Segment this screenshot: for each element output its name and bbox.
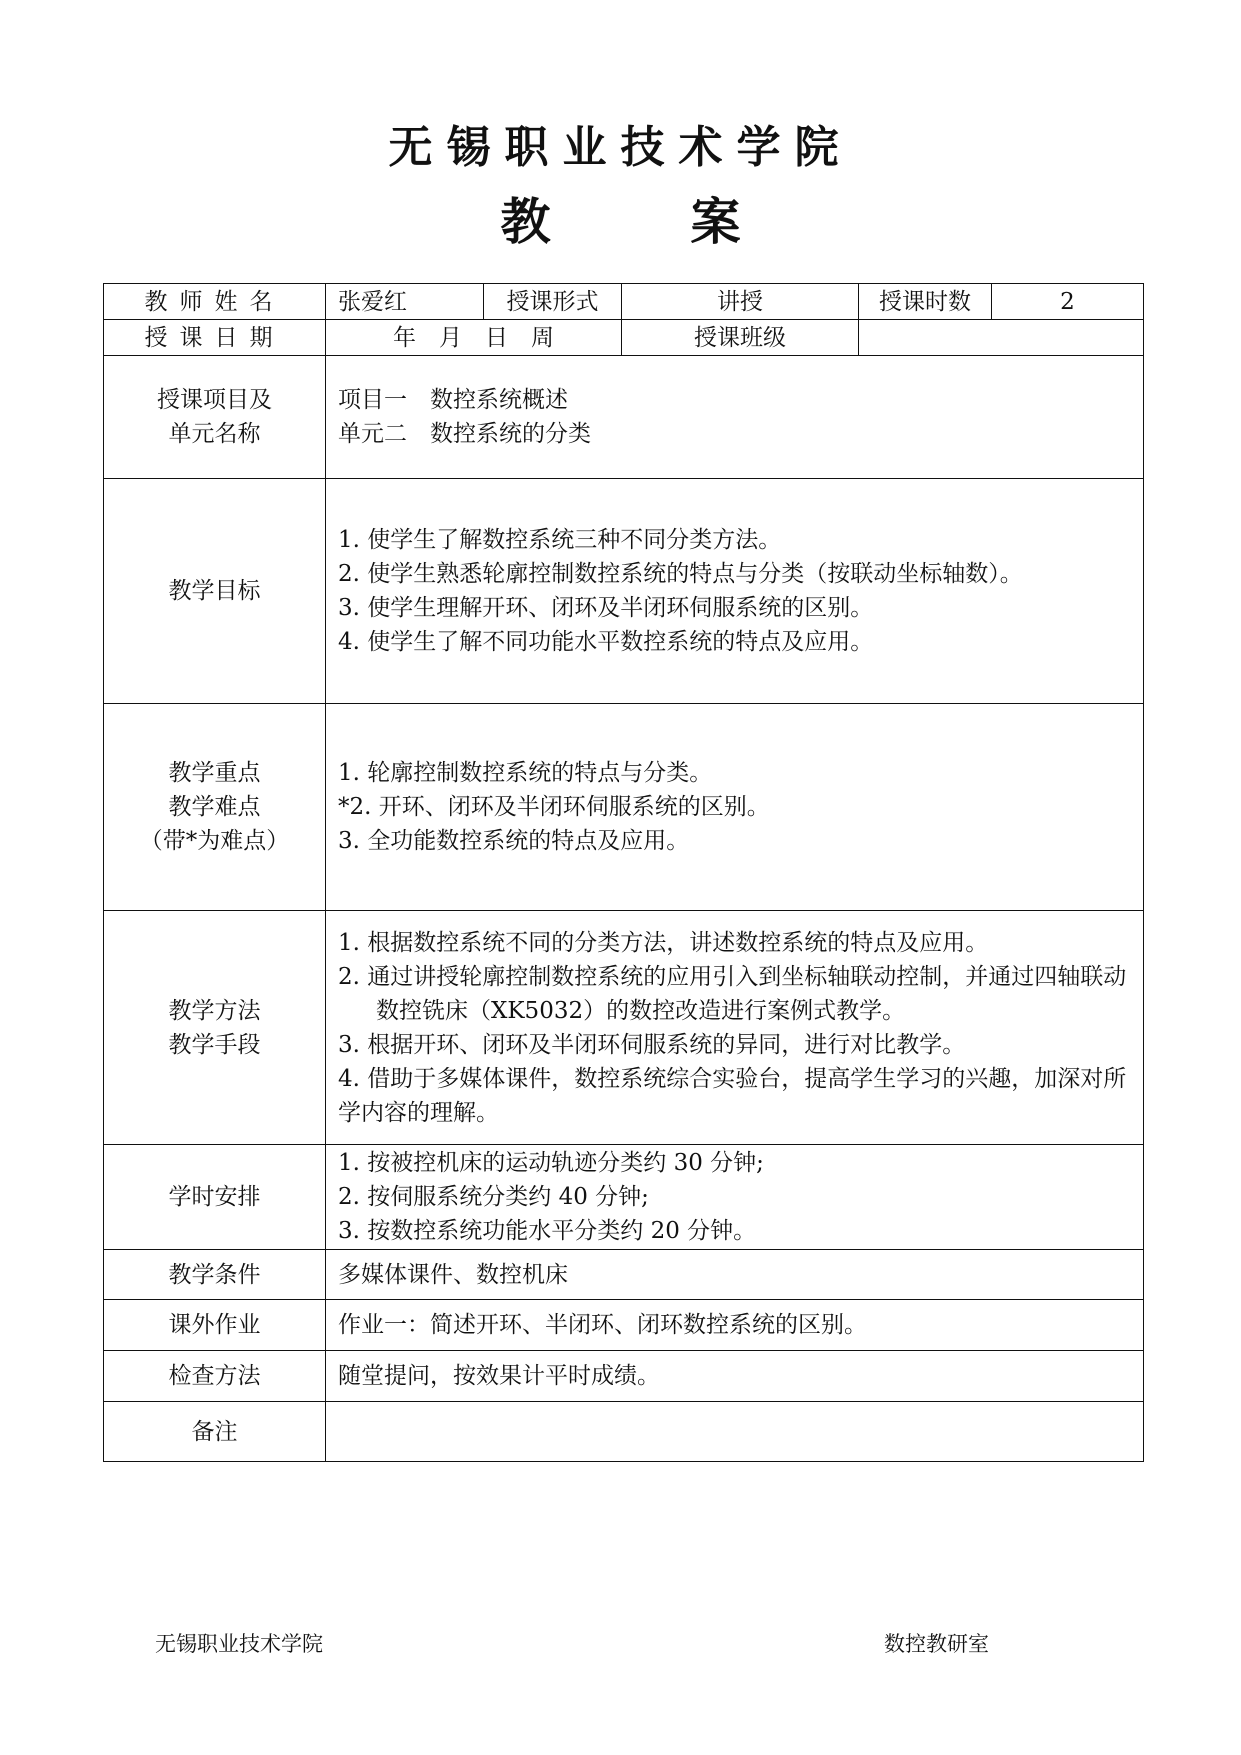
mode-value: 讲授 bbox=[622, 284, 859, 320]
goals-label: 教学目标 bbox=[104, 479, 326, 704]
goal-item: 4. 使学生了解不同功能水平数控系统的特点及应用。 bbox=[338, 629, 874, 655]
focus-item: 1. 轮廓控制数控系统的特点与分类。 bbox=[338, 760, 713, 786]
remarks-label: 备注 bbox=[104, 1402, 326, 1462]
class-label: 授课班级 bbox=[622, 320, 859, 356]
methods-label-line1: 教学方法 bbox=[168, 997, 261, 1024]
date-value: 年 月 日 周 bbox=[326, 320, 622, 356]
focus-label-line2: 教学难点 bbox=[168, 794, 261, 820]
project-label bbox=[104, 356, 326, 479]
row-focus bbox=[104, 704, 1144, 911]
teacher-value: 张爱红 bbox=[326, 284, 484, 320]
focus-item: *2. 开环、闭环及半闭环伺服系统的区别。 bbox=[338, 794, 770, 820]
focus-item: 3. 全功能数控系统的特点及应用。 bbox=[338, 828, 690, 854]
method-item: 1. 根据数控系统不同的分类方法，讲述数控系统的特点及应用。 bbox=[338, 929, 989, 956]
row-remarks bbox=[104, 1402, 1144, 1462]
project-value bbox=[326, 356, 1144, 479]
method-item: 4. 借助于多媒体课件，数控系统综合实验台，提高学生学习的兴趣，加深对所学内容的理解。 bbox=[338, 1065, 1127, 1126]
institution-title: 无锡职业技术学院 bbox=[388, 122, 853, 173]
row-project bbox=[104, 356, 1144, 479]
focus-label bbox=[104, 704, 326, 911]
row-schedule bbox=[104, 1145, 1144, 1250]
method-item: 2. 通过讲授轮廓控制数控系统的应用引入到坐标轴联动控制，并通过四轴联动数控铣床（XK5032）的数控改造进行案例式教学。 bbox=[338, 963, 1127, 1024]
conditions-value: 多媒体课件、数控机床 bbox=[326, 1250, 1144, 1300]
methods-list bbox=[326, 911, 1144, 1145]
schedule-item: 2. 按伺服系统分类约 40 分钟; bbox=[338, 1184, 649, 1210]
homework-label: 课外作业 bbox=[104, 1300, 326, 1351]
project-line2: 单元二 数控系统的分类 bbox=[338, 421, 591, 447]
check-label: 检查方法 bbox=[104, 1351, 326, 1402]
remarks-value bbox=[326, 1402, 1144, 1462]
schedule-list bbox=[326, 1145, 1144, 1250]
project-line1: 项目一 数控系统概述 bbox=[338, 387, 568, 413]
conditions-label: 教学条件 bbox=[104, 1250, 326, 1300]
document-title-part2: 案 bbox=[690, 193, 741, 251]
schedule-item: 1. 按被控机床的运动轨迹分类约 30 分钟; bbox=[338, 1150, 764, 1176]
hours-value: 2 bbox=[992, 284, 1144, 320]
hours-label: 授课时数 bbox=[859, 284, 992, 320]
focus-label-line3: （带*为难点） bbox=[139, 828, 290, 854]
goal-item: 2. 使学生熟悉轮廓控制数控系统的特点与分类（按联动坐标轴数）。 bbox=[338, 561, 1023, 587]
focus-label-line1: 教学重点 bbox=[168, 760, 261, 786]
row-teacher bbox=[104, 284, 1144, 320]
footer-department: 数控教研室 bbox=[884, 1632, 989, 1656]
row-check bbox=[104, 1351, 1144, 1402]
methods-label-line2: 教学手段 bbox=[168, 1031, 261, 1058]
project-label-line1: 授课项目及 bbox=[157, 387, 272, 413]
methods-label bbox=[104, 911, 326, 1145]
row-homework bbox=[104, 1300, 1144, 1351]
homework-value: 作业一：简述开环、半闭环、闭环数控系统的区别。 bbox=[326, 1300, 1144, 1351]
mode-label: 授课形式 bbox=[484, 284, 622, 320]
method-item: 3. 根据开环、闭环及半闭环伺服系统的异同，进行对比教学。 bbox=[338, 1031, 966, 1058]
schedule-item: 3. 按数控系统功能水平分类约 20 分钟。 bbox=[338, 1218, 757, 1244]
schedule-label: 学时安排 bbox=[104, 1145, 326, 1250]
document-title-part1: 教 bbox=[500, 193, 551, 251]
teacher-label: 教师姓名 bbox=[104, 284, 326, 320]
class-value bbox=[859, 320, 1144, 356]
lesson-plan-table bbox=[103, 283, 1144, 1462]
goals-list bbox=[326, 479, 1144, 704]
check-value: 随堂提问，按效果计平时成绩。 bbox=[326, 1351, 1144, 1402]
goal-item: 3. 使学生理解开环、闭环及半闭环伺服系统的区别。 bbox=[338, 595, 874, 621]
focus-list bbox=[326, 704, 1144, 911]
row-conditions bbox=[104, 1250, 1144, 1300]
footer-institution: 无锡职业技术学院 bbox=[155, 1632, 323, 1656]
row-methods bbox=[104, 911, 1144, 1145]
row-goals bbox=[104, 479, 1144, 704]
document-title bbox=[0, 190, 1241, 254]
goal-item: 1. 使学生了解数控系统三种不同分类方法。 bbox=[338, 527, 782, 553]
project-label-line2: 单元名称 bbox=[168, 421, 261, 447]
date-label: 授课日期 bbox=[104, 320, 326, 356]
row-date bbox=[104, 320, 1144, 356]
